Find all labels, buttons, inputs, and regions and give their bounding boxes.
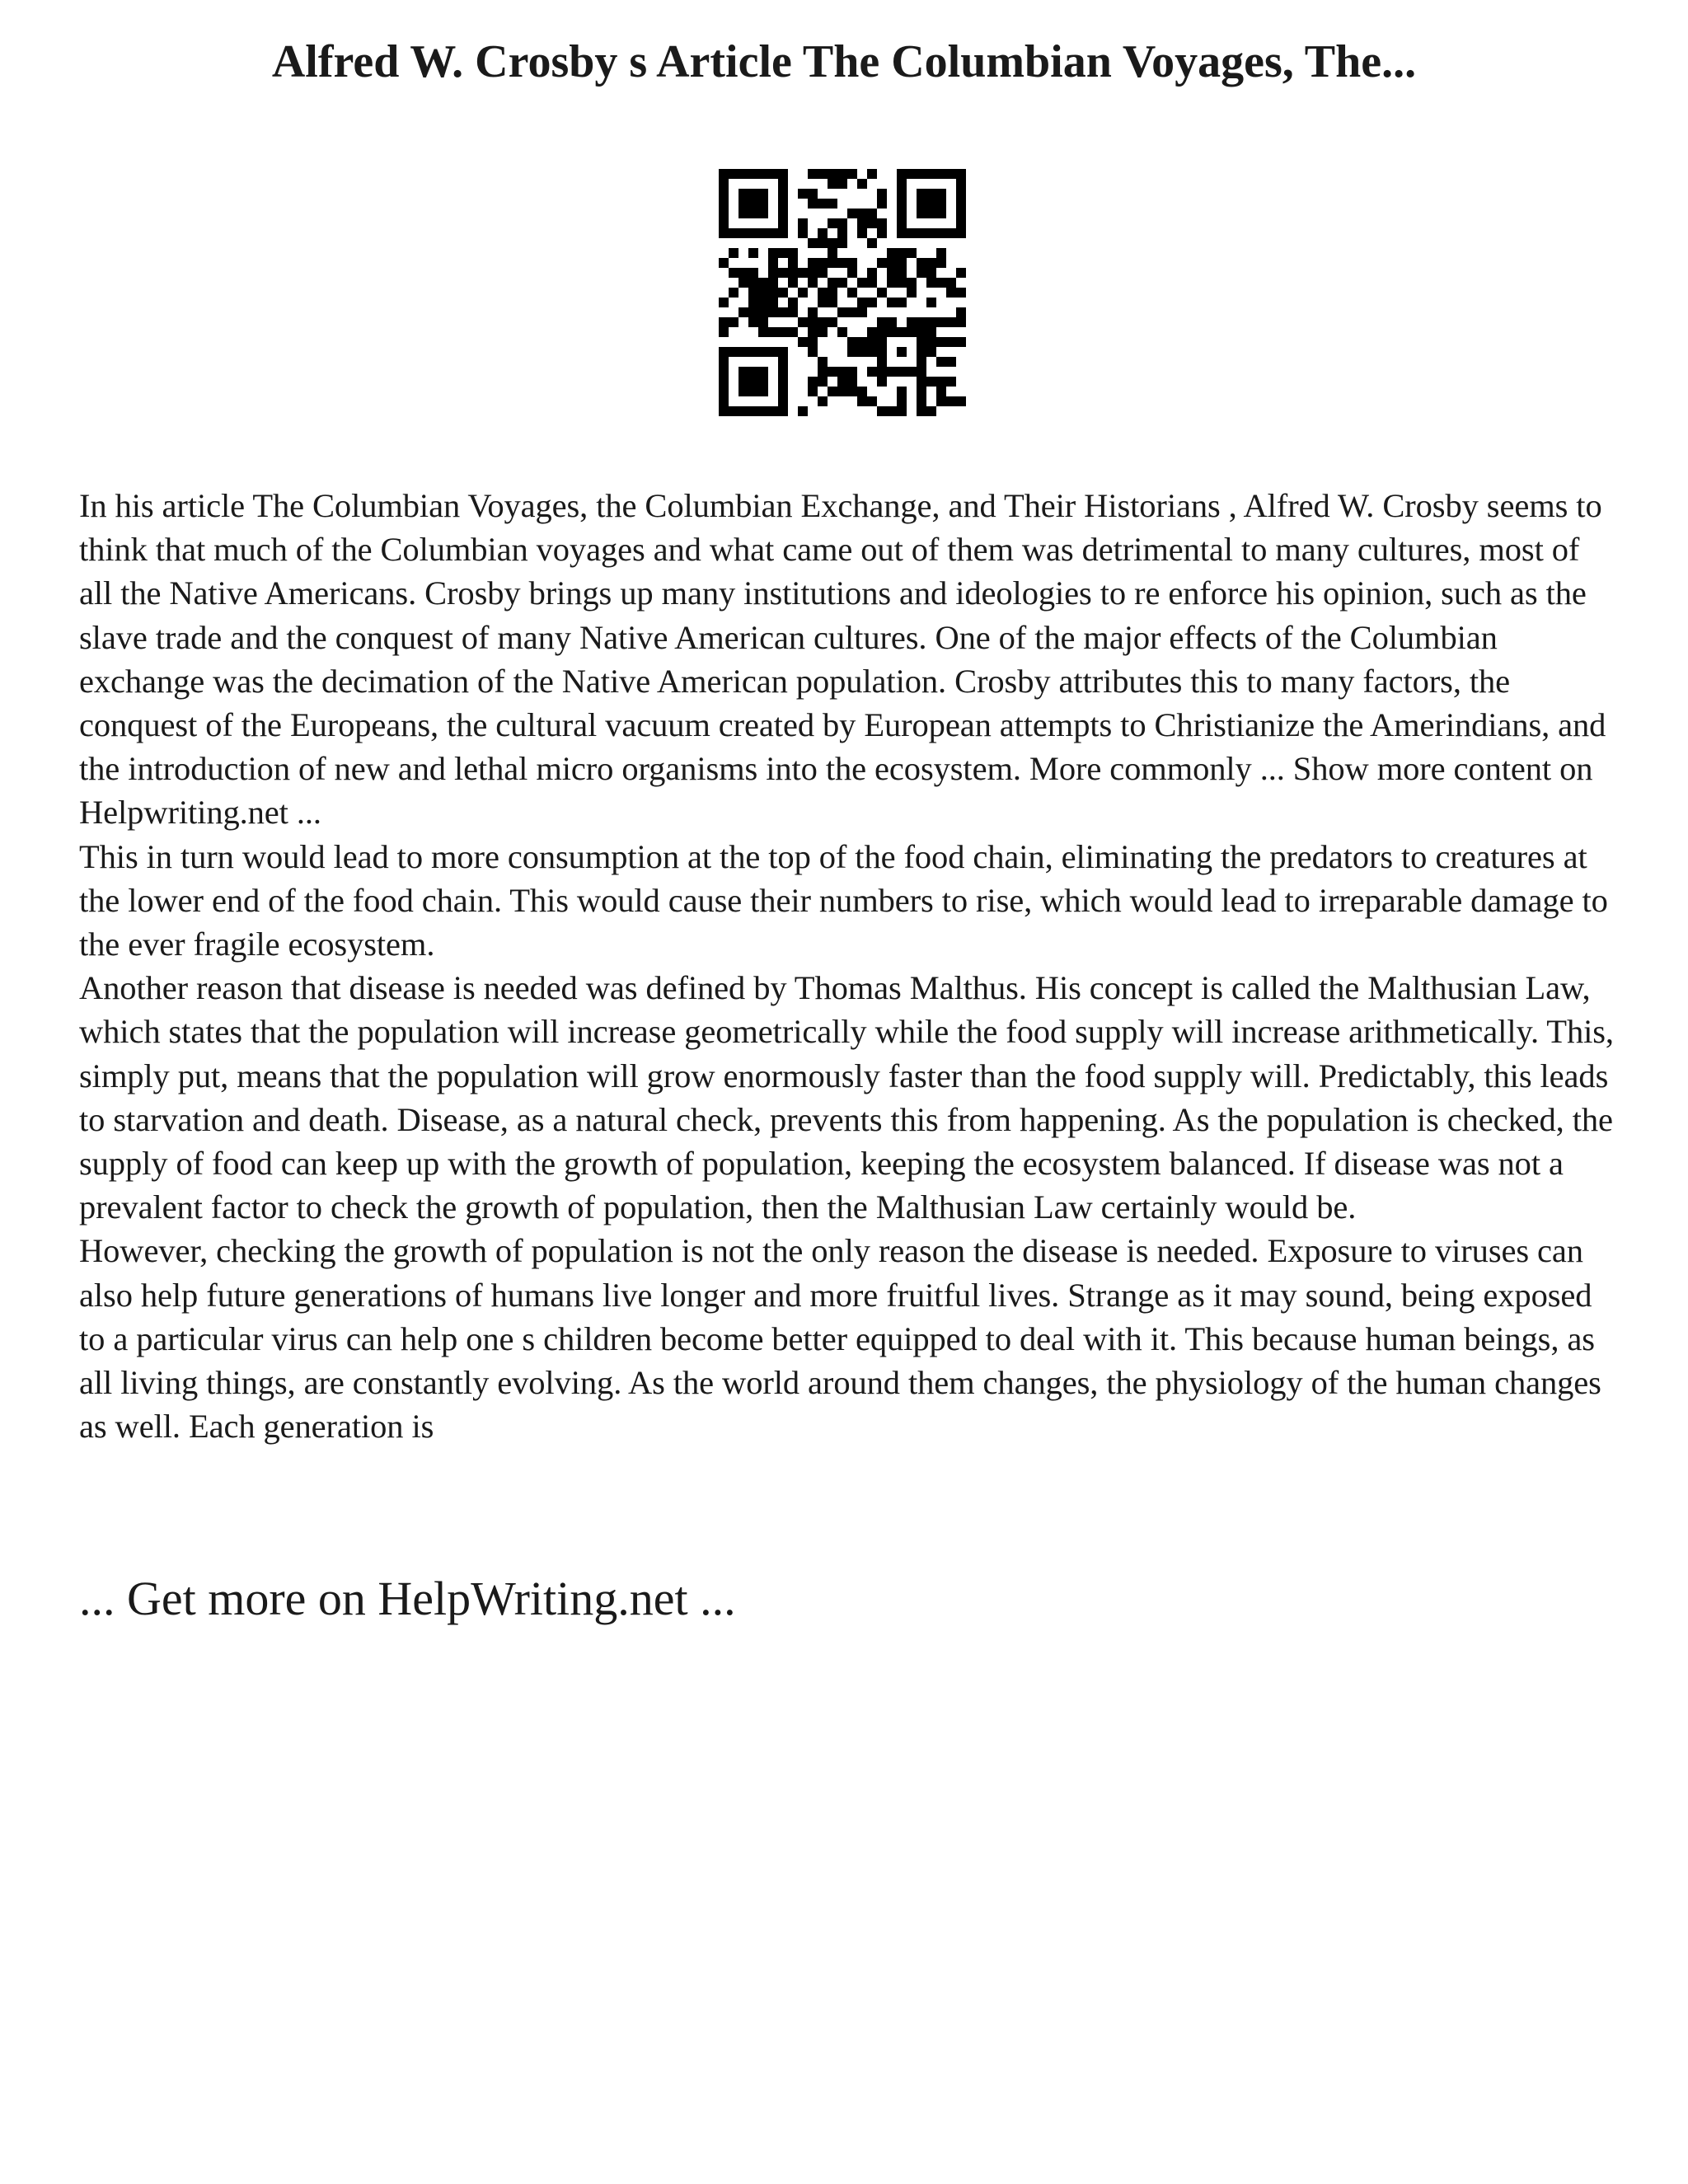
article-body xyxy=(79,484,1620,1448)
paragraph-1: In his article The Columbian Voyages, the Columbian Exchange, and Their Historians , Alfred W. Crosby seems to think that much of the Columbian voyages and what came out of them was detrimental to many cultures, most of all the Native Americans. Crosby brings up many institutions and ideologies to re enforce his opinion, such as the slave trade and the conquest of many Native American cultures. One of the major effects of the Columbian exchange was the decimation of the Native American population. Crosby attributes this to many factors, the conquest of the Europeans, the cultural vacuum created by European attempts to Christianize the Amerindians, and the introduction of new and lethal micro organisms into the ecosystem. More commonly ... Show more content on Helpwriting.net ... xyxy=(79,487,1606,832)
qr-code-icon[interactable] xyxy=(719,169,966,416)
paragraph-2: This in turn would lead to more consumption at the top of the food chain, eliminating the predators to creatures at the lower end of the food chain. This would cause their numbers to rise, which would lead to irreparable damage to the ever fragile ecosystem. xyxy=(79,837,1608,963)
document-title: Alfred W. Crosby s Article The Columbian Voyages, The... xyxy=(271,36,1417,87)
paragraph-3: Another reason that disease is needed was defined by Thomas Malthus. His concept is called the Malthusian Law, which states that the population will increase geometrically while the food supply will increase arithmetically. This, simply put, means that the population will grow enormously faster than the food supply will. Predictably, this leads to starvation and death. Disease, as a natural check, prevents this from happening. As the population is checked, the supply of food can keep up with the growth of population, keeping the ecosystem balanced. If disease was not a prevalent factor to check the growth of population, then the Malthusian Law certainly would be. xyxy=(79,969,1614,1226)
get-more-link[interactable]: ... Get more on HelpWriting.net ... xyxy=(79,1572,736,1625)
paragraph-4: However, checking the growth of population is not the only reason the disease is needed. Exposure to viruses can also help future generations of humans live longer and more fruitful lives. Strange as it may sound, being exposed to a particular virus can help one s children become better equipped to deal with it. This because human beings, as all living things, are constantly evolving. As the world around them changes, the physiology of the human changes as well. Each generation is xyxy=(79,1232,1601,1446)
